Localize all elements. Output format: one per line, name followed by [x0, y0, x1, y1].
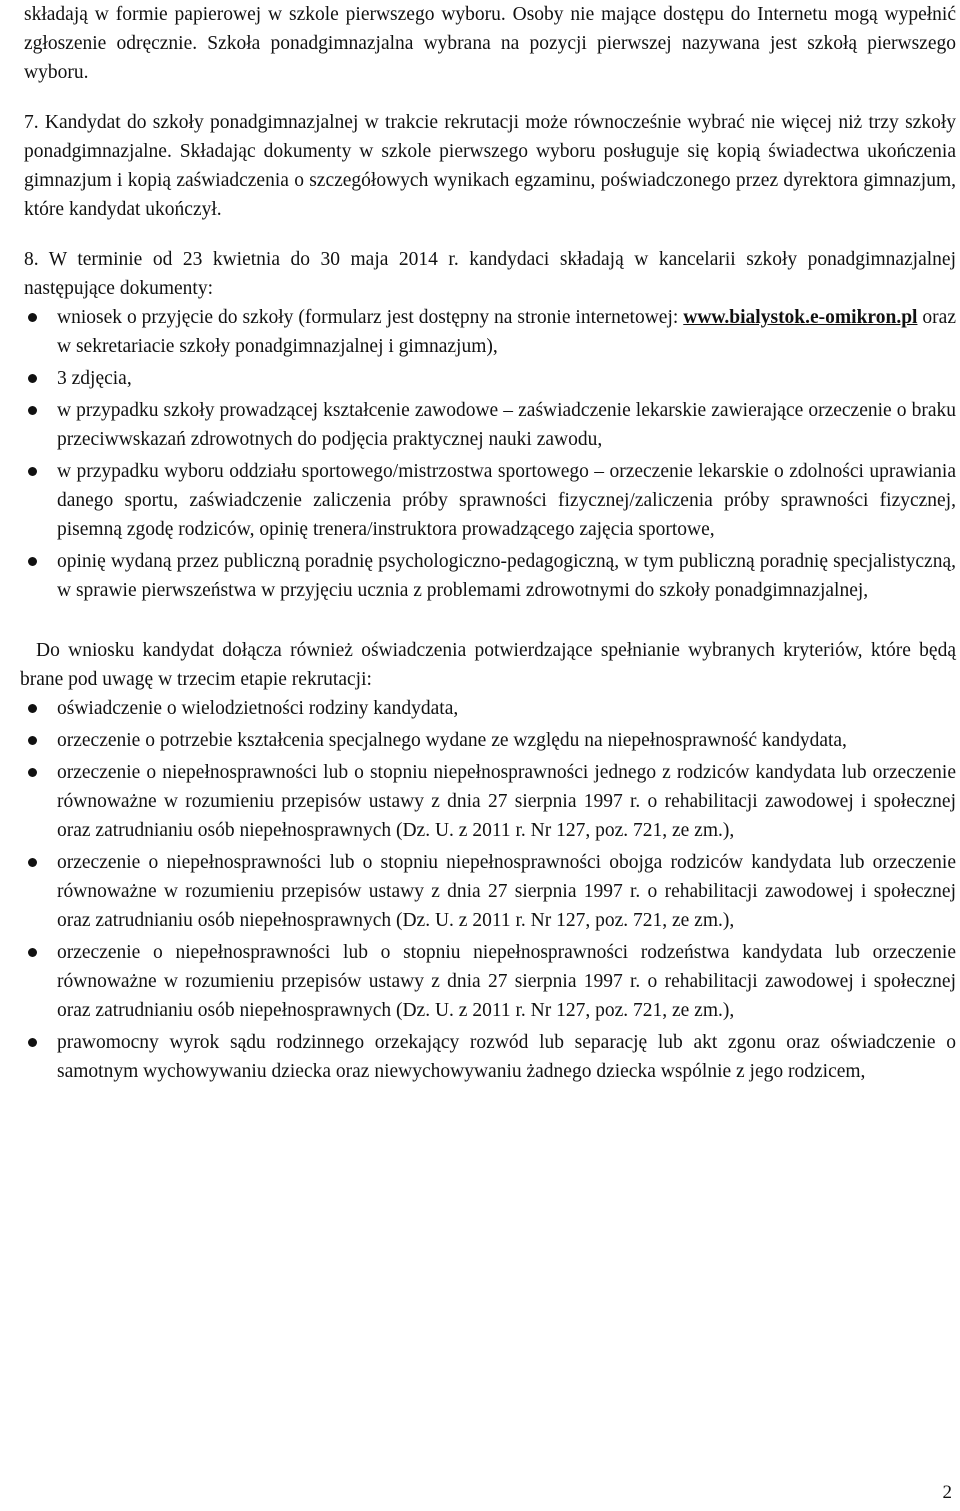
criteria-list	[24, 694, 956, 1086]
list-item	[24, 303, 956, 361]
list-item	[24, 396, 956, 454]
bullet-icon	[28, 467, 37, 476]
page-number: 2	[942, 1482, 952, 1503]
bullet-icon	[28, 406, 37, 415]
documents-list	[24, 303, 956, 605]
list-item-text: orzeczenie o niepełnosprawności lub o stopniu niepełnosprawności obojga rodziców kandydata lub orzeczenie równoważne w rozumieniu przepisów ustawy z dnia 27 sierpnia 1997 r. o rehabilitacji zawodowej i społecznej oraz zatrudnianiu osób niepełnosprawnych (Dz. U. z 2011 r. Nr 127, poz. 721, ze zm.),	[57, 852, 956, 931]
bullet-icon	[28, 557, 37, 566]
bullet-icon	[28, 313, 37, 322]
list-item	[24, 694, 956, 723]
list-item	[24, 364, 956, 393]
list-item-text: w przypadku szkoły prowadzącej kształcenie zawodowe – zaświadczenie lekarskie zawierające orzeczenie o braku przeciwwskazań zdrowotnych do podjęcia praktycznej nauki zawodu,	[57, 400, 956, 450]
bullet-icon	[28, 374, 37, 383]
list-item	[24, 547, 956, 605]
website-link[interactable]: www.bialystok.e-omikron.pl	[683, 307, 918, 328]
list-item	[24, 848, 956, 935]
list-item-text: orzeczenie o potrzebie kształcenia specjalnego wydane ze względu na niepełnosprawność kandydata,	[57, 730, 847, 751]
list-item-text: opinię wydaną przez publiczną poradnię psychologiczno-pedagogiczną, w tym publiczną poradnię specjalistyczną, w sprawie pierwszeństwa w przyjęciu ucznia z problemami zdrowotnymi do szkoły ponadgimnazjalnej,	[57, 551, 956, 601]
bullet-icon	[28, 858, 37, 867]
list-item-text: wniosek o przyjęcie do szkoły (formularz jest dostępny na stronie internetowej:	[57, 307, 684, 328]
list-item-text: orzeczenie o niepełnosprawności lub o stopniu niepełnosprawności rodzeństwa kandydata lub orzeczenie równoważne w rozumieniu przepisów ustawy z dnia 27 sierpnia 1997 r. o rehabilitacji zawodowej i społecznej oraz zatrudnianiu osób niepełnosprawnych (Dz. U. z 2011 r. Nr 127, poz. 721, ze zm.),	[57, 942, 956, 1021]
paragraph-declarations: Do wniosku kandydat dołącza również oświadczenia potwierdzające spełnianie wybranych kryteriów, które będą brane pod uwagę w trzecim etapie rekrutacji:	[20, 640, 956, 690]
paragraph-top: składają w formie papierowej w szkole pierwszego wyboru. Osoby nie mające dostępu do Internetu mogą wypełnić zgłoszenie odręcznie. Szkoła ponadgimnazjalna wybrana na pozycji pierwszej nazywana jest szkołą pierwszego wyboru.	[24, 4, 956, 83]
document-page	[20, 0, 956, 1086]
list-item-text: orzeczenie o niepełnosprawności lub o stopniu niepełnosprawności jednego z rodziców kandydata lub orzeczenie równoważne w rozumieniu przepisów ustawy z dnia 27 sierpnia 1997 r. o rehabilitacji zawodowej i społecznej oraz zatrudnianiu osób niepełnosprawnych (Dz. U. z 2011 r. Nr 127, poz. 721, ze zm.),	[57, 762, 956, 841]
bullet-icon	[28, 1038, 37, 1047]
paragraph-8: 8. W terminie od 23 kwietnia do 30 maja 2014 r. kandydaci składają w kancelarii szkoły ponadgimnazjalnej następujące dokumenty:	[24, 249, 956, 299]
list-item	[24, 938, 956, 1025]
list-item	[24, 1028, 956, 1086]
list-item	[24, 758, 956, 845]
list-item	[24, 457, 956, 544]
bullet-icon	[28, 736, 37, 745]
list-item-text: 3 zdjęcia,	[57, 368, 132, 389]
list-item	[24, 726, 956, 755]
bullet-icon	[28, 768, 37, 777]
paragraph-7: 7. Kandydat do szkoły ponadgimnazjalnej w trakcie rekrutacji może równocześnie wybrać nie więcej niż trzy szkoły ponadgimnazjalne. Składając dokumenty w szkole pierwszego wyboru posługuje się kopią świadectwa ukończenia gimnazjum i kopią zaświadczenia o szczegółowych wynikach egzaminu, poświadczonego przez dyrektora gimnazjum, które kandydat ukończył.	[24, 112, 956, 220]
bullet-icon	[28, 948, 37, 957]
list-item-text: oraz w sekretariacie szkoły ponadgimnazjalnej i gimnazjum),	[57, 307, 956, 357]
list-item-text: oświadczenie o wielodzietności rodziny kandydata,	[57, 698, 459, 719]
bullet-icon	[28, 704, 37, 713]
list-item-text: w przypadku wyboru oddziału sportowego/mistrzostwa sportowego – orzeczenie lekarskie o zdolności uprawiania danego sportu, zaświadczenie zaliczenia próby sprawności fizycznej/zaliczenia próby sprawności fizycznej, pisemną zgodę rodziców, opinię trenera/instruktora prowadzącego zajęcia sportowe,	[57, 461, 956, 540]
list-item-text: prawomocny wyrok sądu rodzinnego orzekający rozwód lub separację lub akt zgonu oraz oświadczenie o samotnym wychowywaniu dziecka oraz niewychowywaniu żadnego dziecka wspólnie z jego rodzicem,	[57, 1032, 956, 1082]
